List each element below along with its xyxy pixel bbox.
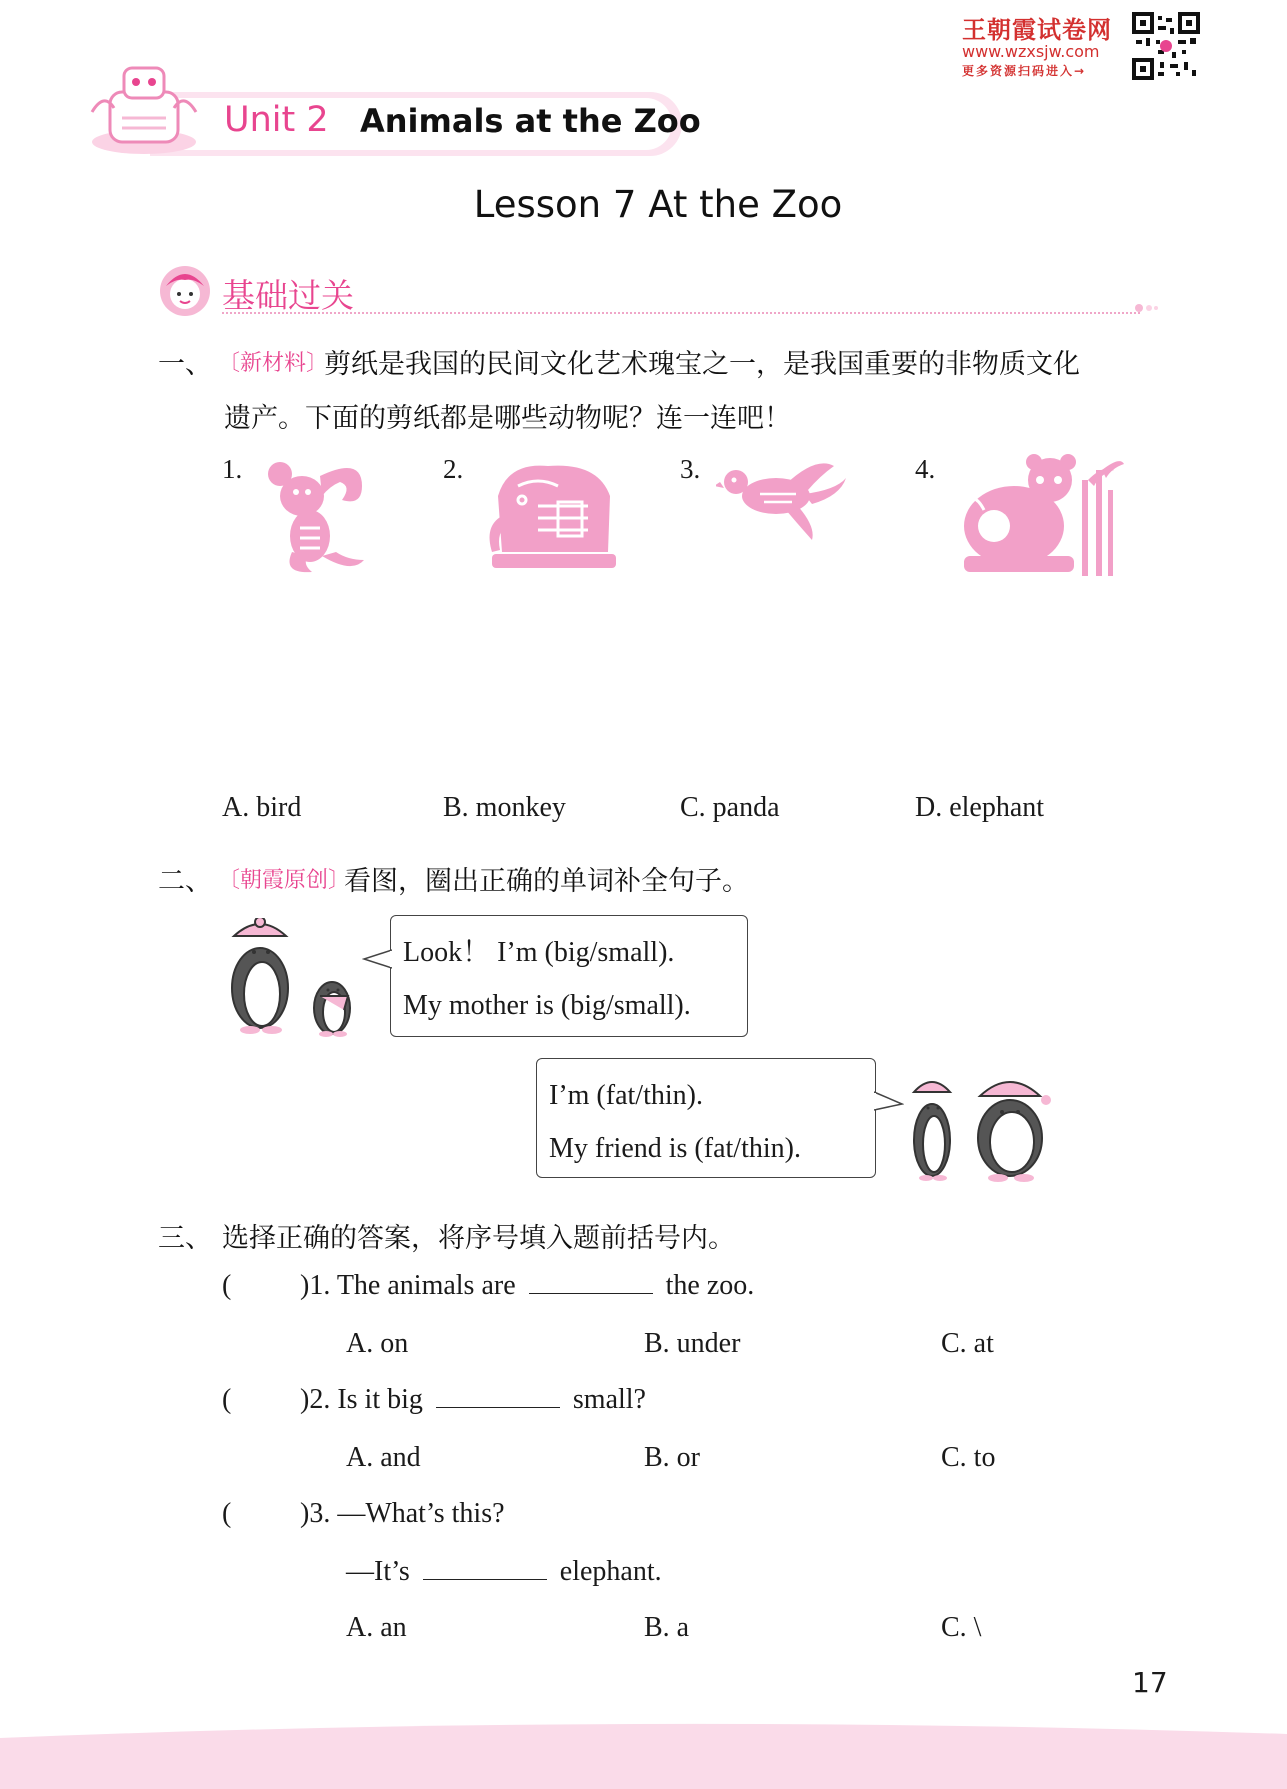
bubble-1-tail — [362, 948, 392, 970]
divider-dots-icon — [1134, 301, 1158, 315]
q3-text: 选择正确的答案，将序号填入题前括号内。 — [222, 1223, 735, 1254]
q1-picture-3-number: 3. — [680, 454, 701, 484]
q1-picture-1-number: 1. — [222, 454, 243, 484]
page-number: 17 — [1132, 1666, 1168, 1699]
q1-tag: 〔新材料〕 — [218, 351, 329, 376]
footer-band — [0, 1712, 1287, 1789]
section-divider — [222, 312, 1140, 314]
q2-number: 二、 — [158, 866, 212, 897]
q3-item-2-blank[interactable] — [436, 1387, 560, 1408]
unit-title: Animals at the Zoo — [360, 102, 701, 140]
q1-option-b[interactable]: B. monkey — [443, 792, 566, 823]
q3-item-2-num: )2. — [300, 1384, 331, 1415]
q1-number: 一、 — [158, 349, 212, 380]
q3-item-3-before: —It’s — [346, 1556, 410, 1587]
q2-text: 看图，圈出正确的单词补全句子。 — [344, 866, 749, 897]
q3-item-2-option-c[interactable]: C. to — [941, 1442, 996, 1473]
q2-tag: 〔朝霞原创〕 — [218, 868, 351, 893]
monkey-papercut-icon[interactable] — [252, 456, 402, 576]
q3-item-3-option-c[interactable]: C. \ — [941, 1612, 982, 1643]
q3-number: 三、 — [158, 1223, 212, 1254]
qr-code-icon[interactable] — [1132, 12, 1200, 80]
q3-item-3-line1: —What’s this? — [337, 1498, 505, 1529]
q3-item-2-paren[interactable]: ( — [222, 1384, 232, 1415]
robot-mascot-icon — [84, 62, 204, 158]
girl-avatar-icon — [158, 264, 212, 318]
watermark-url[interactable]: www.wzxsjw.com — [962, 42, 1100, 61]
q1-picture-2-number: 2. — [443, 454, 464, 484]
penguin-mother-child-icon — [222, 918, 370, 1038]
q3-item-2-option-b[interactable]: B. or — [644, 1442, 700, 1473]
q3-item-1-after: the zoo. — [665, 1270, 755, 1301]
q1-option-c[interactable]: C. panda — [680, 792, 780, 823]
q1-text-line1: 剪纸是我国的民间文化艺术瑰宝之一，是我国重要的非物质文化 — [324, 349, 1080, 380]
bird-papercut-icon[interactable] — [716, 456, 866, 576]
q3-item-1-blank[interactable] — [529, 1273, 653, 1294]
bubble-2-line-1[interactable]: I’m (fat/thin). — [549, 1080, 703, 1111]
q3-item-3-option-a[interactable]: A. an — [346, 1612, 407, 1643]
q3-item-1-stem — [300, 1270, 754, 1302]
unit-label: Unit 2 — [224, 100, 329, 140]
q1-option-a[interactable]: A. bird — [222, 792, 302, 823]
bubble-1-line-2[interactable]: My mother is (big/small). — [403, 990, 691, 1021]
q3-item-3-blank[interactable] — [423, 1559, 547, 1580]
watermark-scan-text: 更多资源扫码进入→ — [962, 64, 1087, 78]
q3-item-3-stem-line1 — [300, 1498, 505, 1530]
q3-item-1-option-a[interactable]: A. on — [346, 1328, 409, 1359]
q3-item-2-stem — [300, 1384, 646, 1416]
elephant-papercut-icon[interactable] — [478, 456, 628, 576]
bubble-1-line-1[interactable]: Look！ I’m (big/small). — [403, 937, 675, 968]
watermark-title: 王朝霞试卷网 — [962, 16, 1112, 44]
bubble-2-line-2[interactable]: My friend is (fat/thin). — [549, 1133, 801, 1164]
q3-item-3-num: )3. — [300, 1498, 331, 1529]
q3-item-1-before: The animals are — [336, 1270, 516, 1301]
q3-item-2-option-a[interactable]: A. and — [346, 1442, 421, 1473]
q3-item-3-stem-line2 — [346, 1556, 662, 1588]
q1-option-d[interactable]: D. elephant — [915, 792, 1045, 823]
q3-item-1-option-c[interactable]: C. at — [941, 1328, 994, 1359]
q3-item-2-before: Is it big — [337, 1384, 423, 1415]
penguin-friends-icon — [902, 1066, 1058, 1184]
panda-papercut-icon[interactable] — [954, 450, 1124, 580]
speech-bubble-1 — [390, 915, 748, 1037]
q3-item-2-after: small? — [572, 1384, 646, 1415]
bubble-2-tail — [874, 1090, 904, 1112]
lesson-title: Lesson 7 At the Zoo — [473, 183, 843, 226]
q3-item-1-option-b[interactable]: B. under — [644, 1328, 741, 1359]
q3-item-1-num: )1. — [300, 1270, 331, 1301]
section-header: 基础过关 — [222, 276, 354, 315]
q3-item-3-paren[interactable]: ( — [222, 1498, 232, 1529]
q3-item-3-option-b[interactable]: B. a — [644, 1612, 690, 1643]
q1-text-line2: 遗产。下面的剪纸都是哪些动物呢？连一连吧！ — [224, 403, 791, 434]
speech-bubble-2 — [536, 1058, 876, 1178]
q3-item-1-paren[interactable]: ( — [222, 1270, 232, 1301]
q1-picture-4-number: 4. — [915, 454, 936, 484]
q3-item-3-after: elephant. — [559, 1556, 662, 1587]
